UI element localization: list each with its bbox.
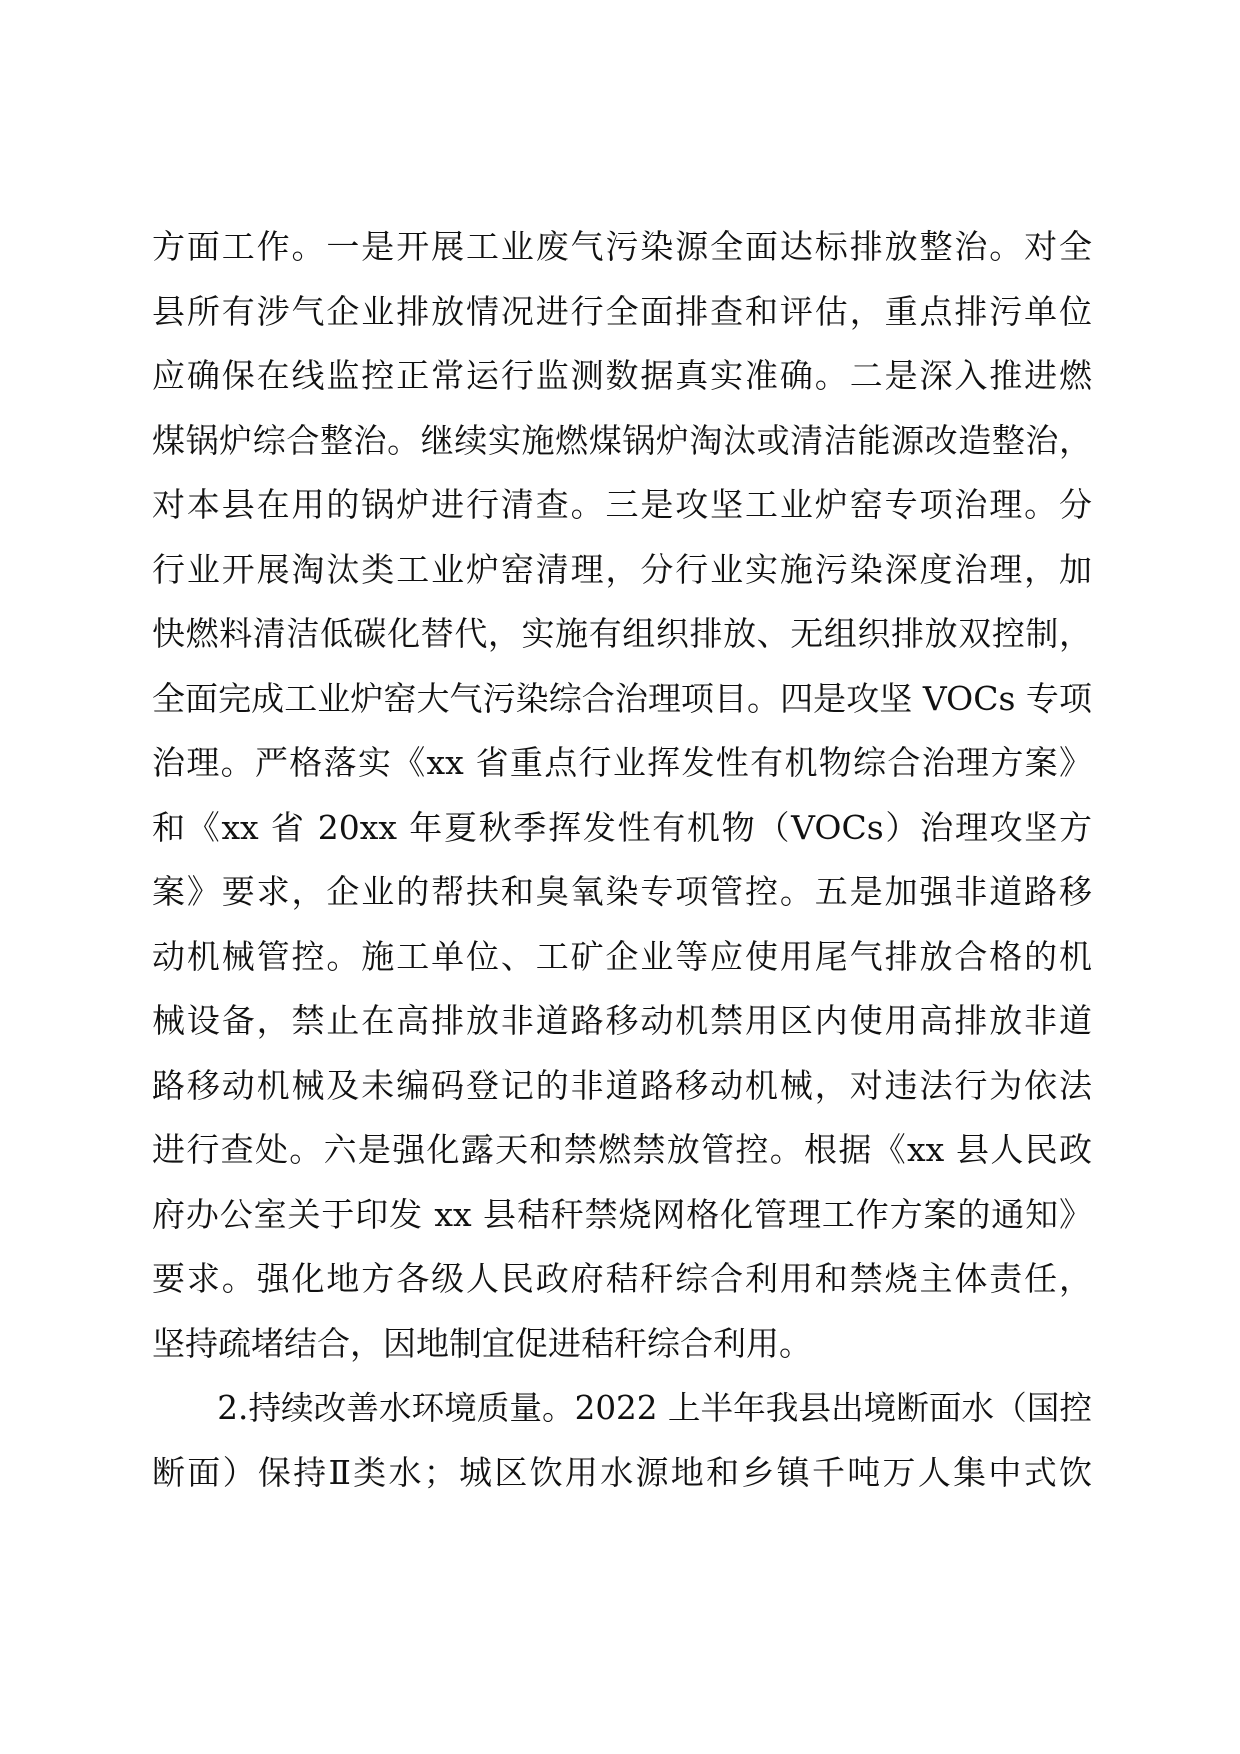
body-text (152, 215, 1092, 1505)
text-line: 要求。强化地方各级人民政府秸秆综合利用和禁烧主体责任， (152, 1259, 1092, 1298)
text-line: 进行查处。六是强化露天和禁燃禁放管控。根据《xx 县人民政 (152, 1130, 1092, 1169)
text-line: 快燃料清洁低碳化替代，实施有组织排放、无组织排放双控制， (152, 614, 1092, 653)
text-line: 行业开展淘汰类工业炉窑清理，分行业实施污染深度治理，加 (152, 549, 1092, 589)
text-line: 坚持疏堵结合，因地制宜促进秸秆综合利用。 (152, 1323, 812, 1363)
text-line: 路移动机械及未编码登记的非道路移动机械，对违法行为依法 (152, 1065, 1092, 1105)
text-line: 煤锅炉综合整治。继续实施燃煤锅炉淘汰或清洁能源改造整治， (152, 420, 1092, 460)
text-line: 县所有涉气企业排放情况进行全面排查和评估，重点排污单位 (152, 291, 1092, 331)
text-line: 方面工作。一是开展工业废气污染源全面达标排放整治。对全 (152, 227, 1092, 266)
text-line: 应确保在线监控正常运行监测数据真实准确。二是深入推进燃 (152, 356, 1092, 395)
text-line: 和《xx 省 20xx 年夏秋季挥发性有机物（VOCs）治理攻坚方 (152, 807, 1092, 847)
text-line: 对本县在用的锅炉进行清查。三是攻坚工业炉窑专项治理。分 (152, 485, 1092, 524)
text-line: 2.持续改善水环境质量。2022 上半年我县出境断面水（国控 (152, 1389, 1092, 1427)
text-line: 案》要求，企业的帮扶和臭氧染专项管控。五是加强非道路移 (152, 872, 1092, 911)
text-line: 治理。严格落实《xx 省重点行业挥发性有机物综合治理方案》 (152, 743, 1092, 782)
text-line: 动机械管控。施工单位、工矿企业等应使用尾气排放合格的机 (152, 936, 1092, 976)
text-line: 府办公室关于印发 xx 县秸秆禁烧网格化管理工作方案的通知》 (152, 1194, 1092, 1234)
text-line: 全面完成工业炉窑大气污染综合治理项目。四是攻坚 VOCs 专项 (152, 678, 1092, 718)
text-line: 械设备，禁止在高排放非道路移动机禁用区内使用高排放非道 (152, 1001, 1092, 1040)
text-line: 断面）保持Ⅱ类水；城区饮用水源地和乡镇千吨万人集中式饮 (152, 1452, 1092, 1492)
